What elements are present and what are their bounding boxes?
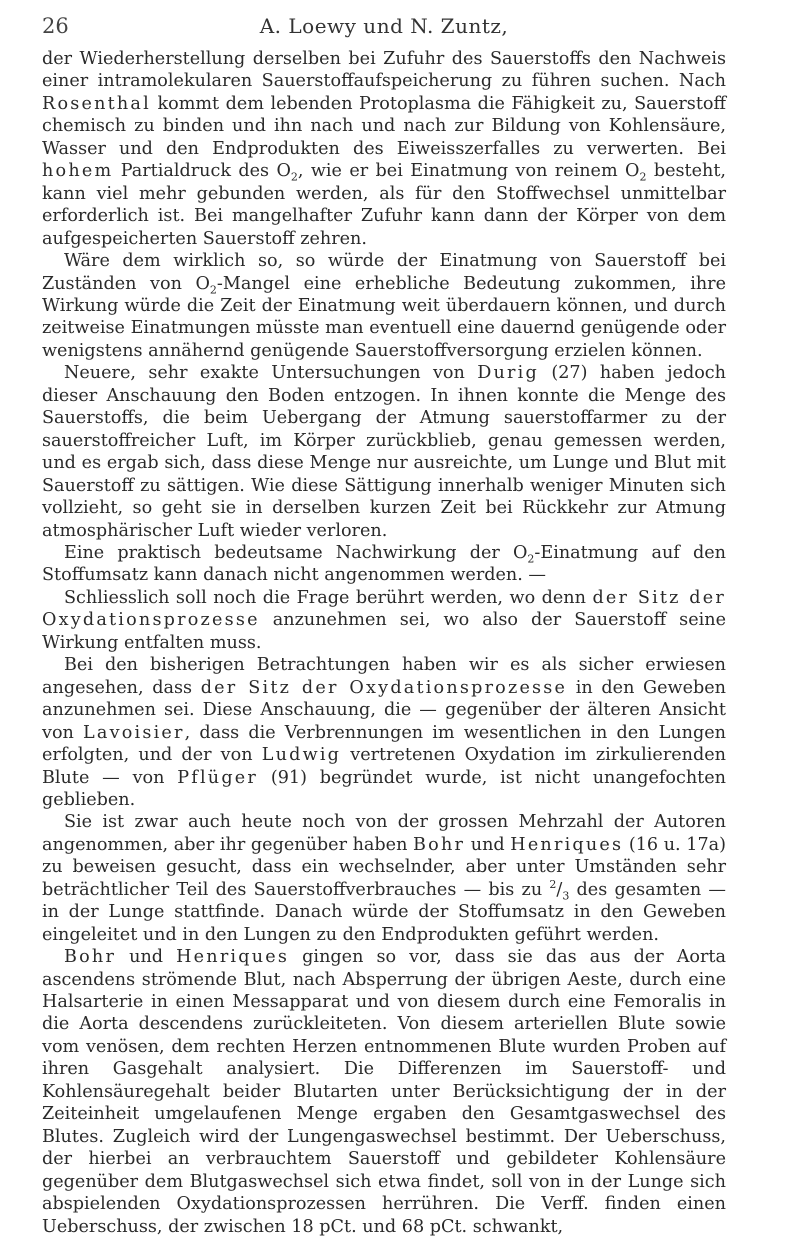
body-text <box>42 48 726 1238</box>
spaced-name: Bohr <box>64 947 117 968</box>
spaced-name: Ludwig <box>261 745 342 766</box>
subscript: 2 <box>527 552 535 566</box>
subscript: 3 <box>562 889 570 903</box>
page-header <box>42 14 726 44</box>
subscript: 2 <box>290 170 298 184</box>
spaced-name: Lavoisier <box>83 722 185 743</box>
spaced-name: Bohr <box>413 834 466 855</box>
paragraph: der Wiederherstellung derselben bei Zufuhr des Sauerstoffs den Nachweis einer intramolekularen Sauerstoffaufspeicherung zu führen suchen. Nach Rosenthal kommt dem lebenden Protoplasma die Fähigkeit zu, Sauerstoff chemisch zu binden und ihn nach und nach zur Bildung von Kohlensäure, Wasser und den Endprodukten des Eiweisszerfalles zu verwerten. Bei hohem Partialdruck des $O_2$, wie er bei Einatmung von reinem $O_2$ besteht, kann viel mehr gebunden werden, als für den Stoffwechsel unmittelbar erforderlich ist. Bei mangelhafter Zufuhr kann dann der Körper von dem aufgespeicherten Sauerstoff zehren. <box>42 49 727 249</box>
spaced-name: hohem <box>42 161 114 182</box>
subscript: 2 <box>209 283 217 297</box>
paragraph: Eine praktisch bedeutsame Nachwirkung der $O_2$-Einatmung auf den Stoffumsatz kann danach nicht angenommen werden. — <box>42 542 726 586</box>
paragraph: Schliesslich soll noch die Frage berührt werden, wo denn der Sitz der Oxydationsprozesse anzunehmen sei, wo also der Sauerstoff seine Wirkung entfalten muss. <box>42 587 726 653</box>
spaced-name: Rosenthal <box>42 93 151 114</box>
subscript: 2 <box>639 170 647 184</box>
superscript: 2 <box>549 877 557 891</box>
paragraph: Bei den bisherigen Betrachtungen haben wir es als sicher erwiesen angesehen, dass der Sitz der Oxydationsprozesse in den Geweben anzunehmen sei. Diese Anschauung, die — gegenüber der älteren Ansicht von Lavoisier, dass die Verbrennungen im wesentlichen in den Lungen erfolgten, und der von Ludwig vertretenen Oxydation im zirkulierenden Blute — von Pflüger (91) begründet wurde, ist nicht unangefochten geblieben. <box>42 655 727 810</box>
spaced-name: der Sitz der Oxydationsprozesse <box>200 677 568 698</box>
paragraph: Bohr und Henriques gingen so vor, dass sie das aus der Aorta ascendens strömende Blut, nach Absperrung der übrigen Aeste, durch eine Halsarterie in einen Messapparat und von diesem durch eine Femoralis in die Aorta descendens zurückleiteten. Von diesem arteriellen Blute sowie vom venösen, dem rechten Herzen entnommenen Blute wurden Proben auf ihren Gasgehalt analysiert. Die Differenzen im Sauerstoff- und Kohlensäuregehalt beider Blutarten unter Berücksichtigung der in der Zeiteinheit umgelaufenen Menge ergaben den Gesamtgaswechsel des Blutes. Zugleich wird der Lungengaswechsel bestimmt. Der Ueberschuss, der hierbei an verbrauchtem Sauerstoff und gebildeter Kohlensäure gegenüber dem Blutgaswechsel sich etwa findet, soll von in der Lunge sich abspielenden Oxydationsprozessen herrühren. Die Verff. finden einen Ueberschuss, der zwischen 18 pCt. und 68 pCt. schwankt, <box>42 947 726 1237</box>
paragraph: Wäre dem wirklich so, so würde der Einatmung von Sauerstoff bei Zuständen von $O_2$-Mangel eine erhebliche Bedeutung zukommen, ihre Wirkung würde die Zeit der Einatmung weit überdauern können, und durch zeitweise Einatmungen müsste man eventuell eine dauernd genügende oder wenigstens annähernd genügende Sauerstoffversorgung erzielen können. <box>42 251 727 361</box>
spaced-name: Henriques <box>176 947 290 968</box>
spaced-name: Pflüger <box>177 767 259 788</box>
spaced-name: Durig <box>477 363 539 384</box>
running-head: A. Loewy und N. Zuntz, <box>259 14 509 38</box>
spaced-name: der Sitz der Oxydationsprozesse <box>42 587 726 631</box>
spaced-name: Henriques <box>510 834 624 855</box>
paragraph: Sie ist zwar auch heute noch von der grossen Mehrzahl der Autoren angenommen, aber ihr gegenüber haben Bohr und Henriques (16 u. 17a) zu beweisen gesucht, dass ein wechselnder, aber unter Umständen sehr beträchtlicher Teil des Sauerstoffverbrauches — bis zu $^2/_3$ des gesamten — in der Lunge stattfinde. Danach würde der Stoffumsatz in den Geweben eingeleitet und in den Lungen zu den Endprodukten geführt werden. <box>42 812 726 945</box>
paragraph: Neuere, sehr exakte Untersuchungen von Durig (27) haben jedoch dieser Anschauung den Boden entzogen. In ihnen konnte die Menge des Sauerstoffs, die beim Uebergang der Atmung sauerstoffarmer zu der sauerstoffreicher Luft, im Körper zurückblieb, genau gemessen werden, und es ergab sich, dass diese Menge nur ausreichte, um Lunge und Blut mit Sauerstoff zu sättigen. Wie diese Sättigung innerhalb weniger Minuten sich vollzieht, so geht sie in derselben kurzen Zeit bei Rückkehr zur Atmung atmosphärischer Luft wieder verloren. <box>42 363 726 541</box>
page-number: 26 <box>42 14 69 38</box>
